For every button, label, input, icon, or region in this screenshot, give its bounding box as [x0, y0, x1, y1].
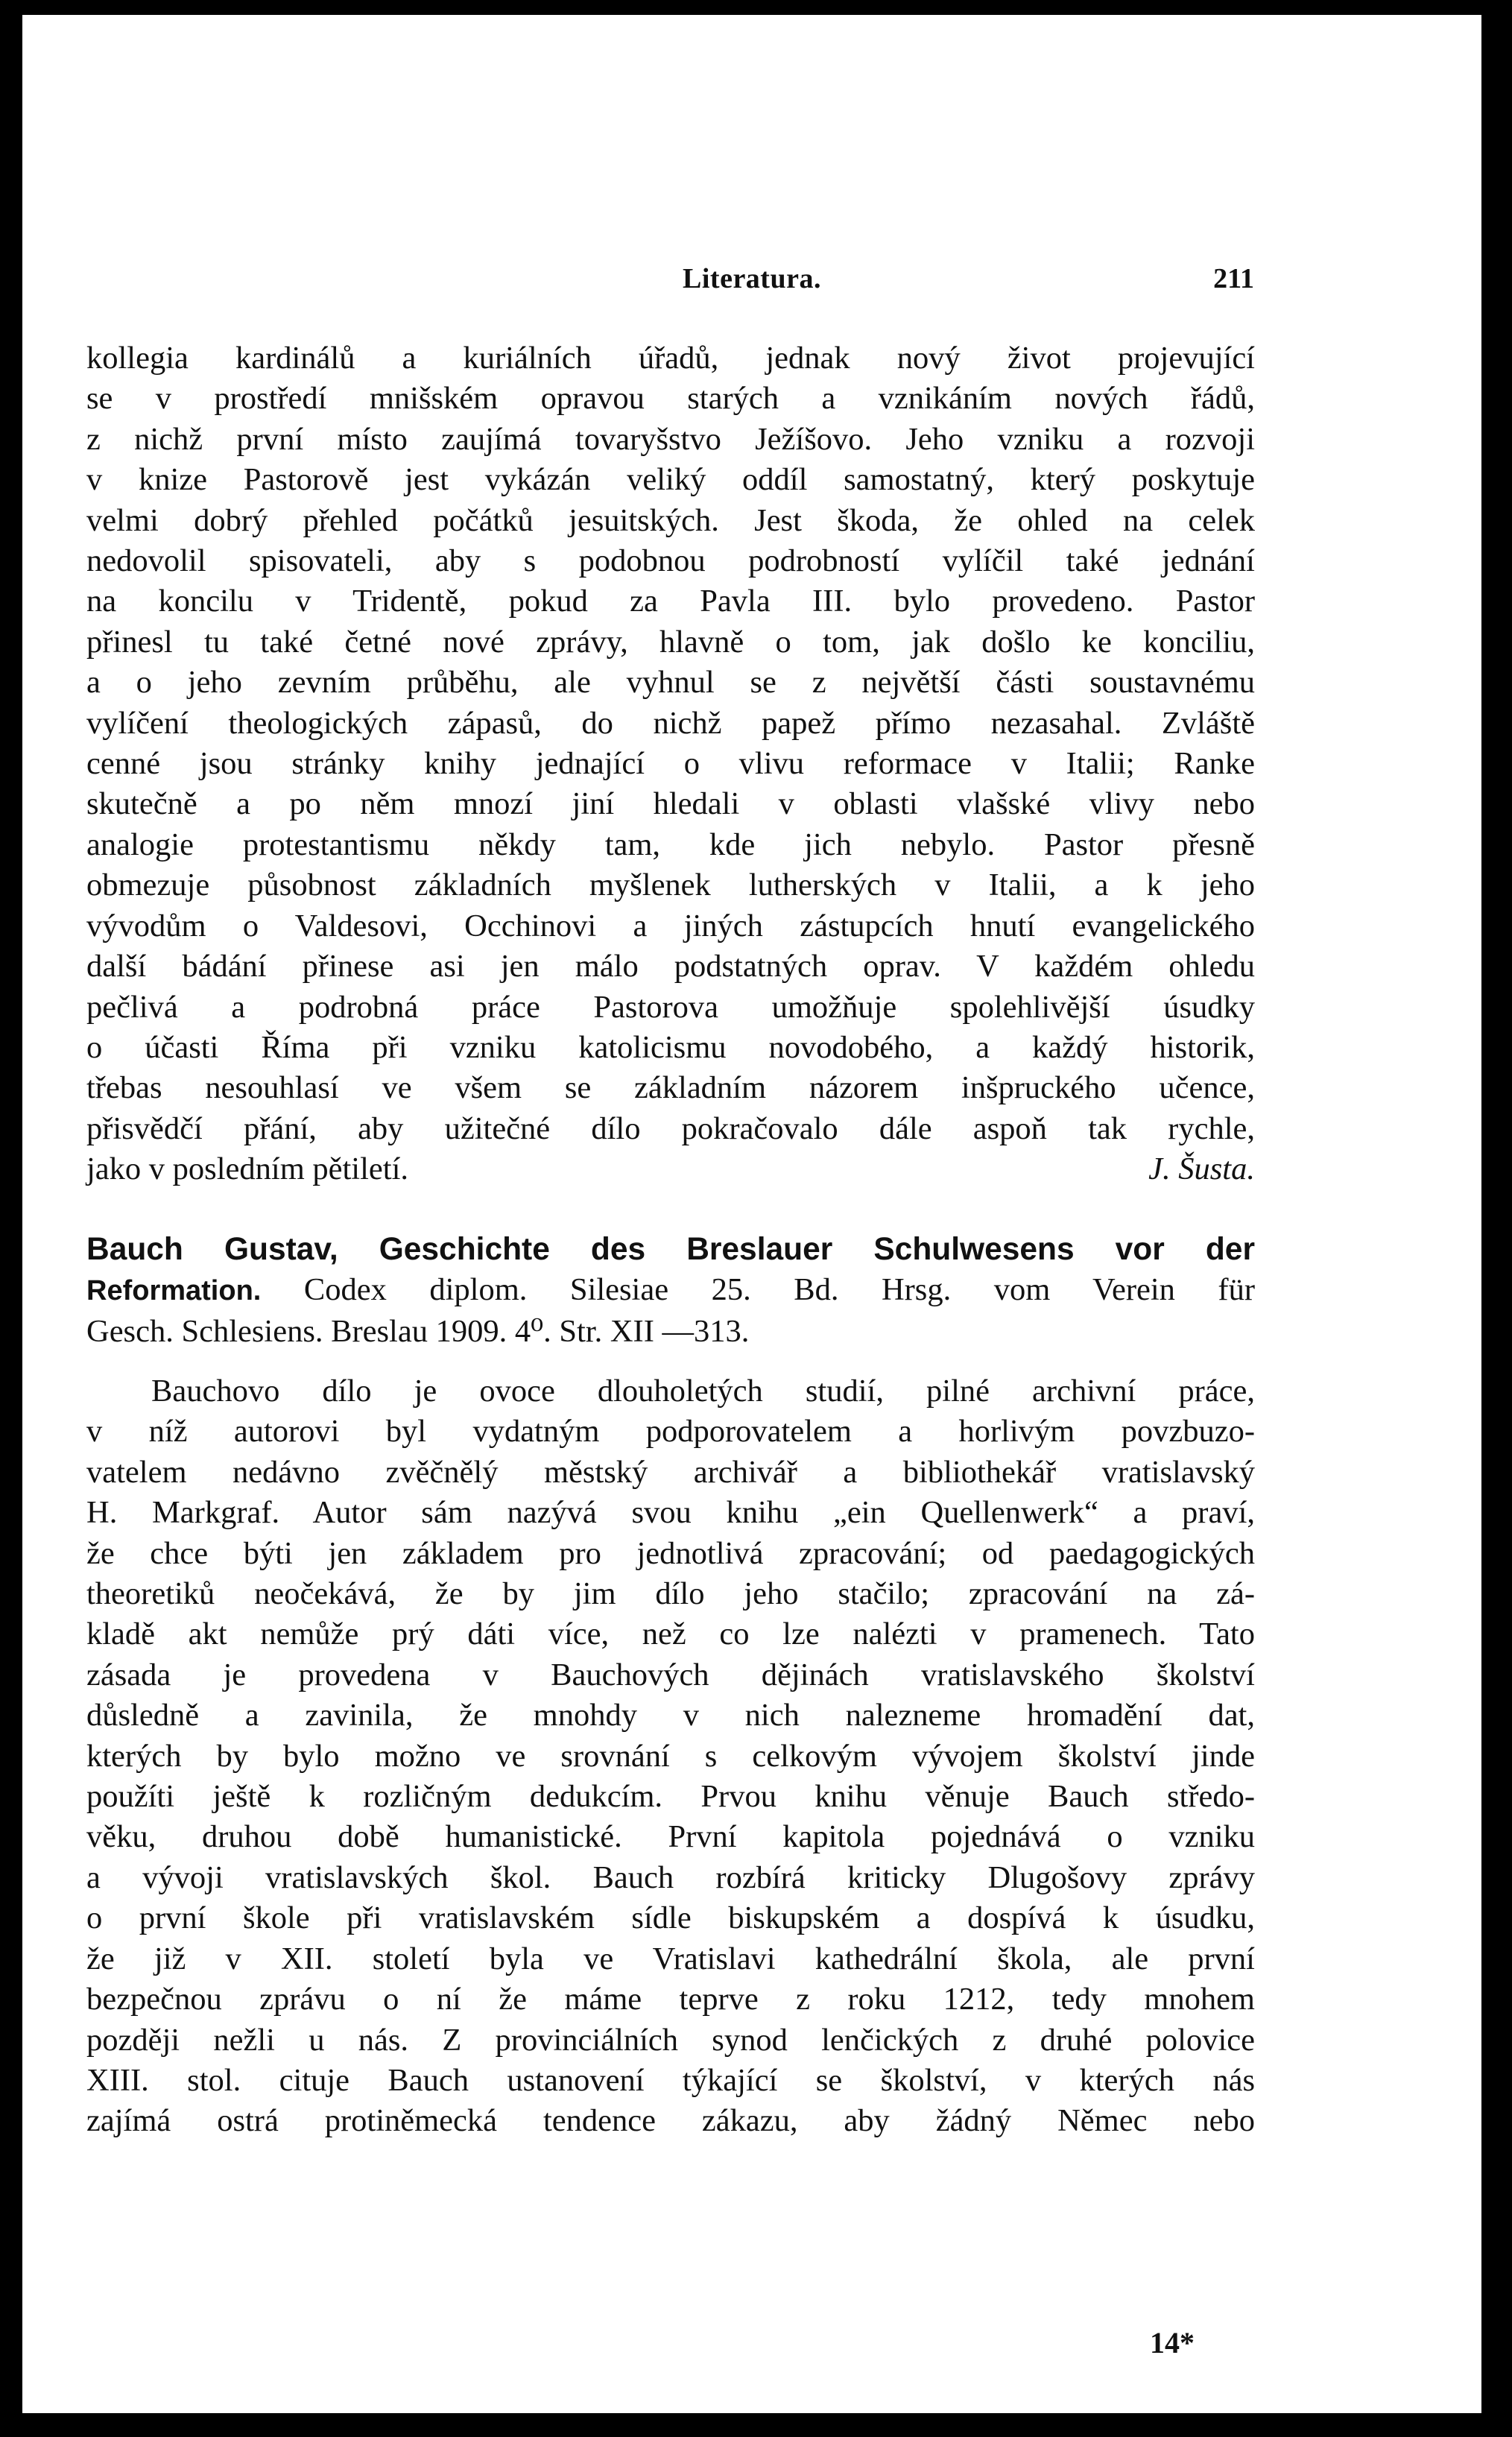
reviewer-signature: J. Šusta.	[1148, 1151, 1255, 1187]
text-line: kladě akt nemůže prý dáti více, než co lze nalézti v pramenech. Tato	[86, 1616, 1255, 1652]
text-line: velmi dobrý přehled počátků jesuitských. Jest škoda, že ohled na celek	[86, 502, 1255, 538]
text-line: použíti ještě k rozličným dedukcím. Prvou knihu věnuje Bauch středo-	[86, 1779, 1255, 1815]
text-line: z nichž první místo zaujímá tovaryšstvo Ježíšovo. Jeho vzniku a rozvoji	[86, 421, 1255, 457]
text-line: zásada je provedena v Bauchových dějinách vratislavského školství	[86, 1657, 1255, 1692]
bib-line-1-rest: Codex diplom. Silesiae 25. Bd. Hrsg. vom Verein für	[261, 1272, 1255, 1308]
running-head	[22, 262, 1481, 300]
text-line: skutečně a po něm mnozí jiní hledali v oblasti vlašské vlivy nebo	[86, 786, 1255, 822]
text-line: vylíčení theologických zápasů, do nichž papež přímo nezasahal. Zvláště	[86, 705, 1255, 741]
text-line: v knize Pastorově jest vykázán veliký oddíl samostatný, který poskytuje	[86, 462, 1255, 498]
text-line: přinesl tu také četné nové zprávy, hlavně o tom, jak došlo ke konciliu,	[86, 624, 1255, 660]
text-line: další bádání přinese asi jen málo podstatných oprav. V každém ohledu	[86, 949, 1255, 984]
signature-line	[86, 1149, 1255, 1189]
text-line: zajímá ostrá protiněmecká tendence zákazu, aby žádný Němec nebo	[86, 2103, 1255, 2139]
bib-line-1	[86, 1270, 1255, 1311]
page-number: 211	[1213, 263, 1254, 294]
text-line: přisvědčí přání, aby užitečné dílo pokračovalo dále aspoň tak rychle,	[86, 1110, 1255, 1146]
text-line: XIII. stol. cituje Bauch ustanovení týkající se školství, v kterých nás	[86, 2062, 1255, 2098]
text-line: theoretiků neočekává, že by jim dílo jeho stačilo; zpracování na zá-	[86, 1576, 1255, 1612]
printer-signature-mark: 14*	[1150, 2326, 1195, 2359]
final-line: jako v posledním pětiletí.	[86, 1151, 409, 1187]
text-line: o první škole při vratislavském sídle biskupském a dospívá k úsudku,	[86, 1900, 1255, 1936]
text-line: se v prostředí mnišském opravou starých a vznikáním nových řádů,	[86, 381, 1255, 417]
review-body	[86, 1371, 1255, 2142]
bib-title-end: Reformation.	[86, 1275, 262, 1307]
text-line: H. Markgraf. Autor sám nazývá svou knihu „ein Quellenwerk“ a praví,	[86, 1495, 1255, 1531]
text-line: na koncilu v Tridentě, pokud za Pavla III. bylo provedeno. Pastor	[86, 584, 1255, 619]
bib-line-2: Gesch. Schlesiens. Breslau 1909. 4⁰. Str. XII —313.	[86, 1313, 750, 1349]
text-line: že již v XII. století byla ve Vratislavi kathedrální škola, ale první	[86, 1941, 1255, 1976]
running-title: Literatura.	[683, 263, 821, 294]
book-page	[22, 15, 1481, 2413]
review-paragraph	[86, 338, 1255, 1149]
text-line: a vývoji vratislavských škol. Bauch rozbírá kriticky Dlugošovy zprávy	[86, 1859, 1255, 1895]
text-line: věku, druhou době humanistické. První kapitola pojednává o vzniku	[86, 1819, 1255, 1855]
text-line: a o jeho zevním průběhu, ale vyhnul se z největší části soustavnému	[86, 665, 1255, 701]
text-line: že chce býti jen základem pro jednotlivá zpracování; od paedagogických	[86, 1535, 1255, 1571]
text-line: důsledně a zavinila, že mnohdy v nich nalezneme hromadění dat,	[86, 1698, 1255, 1733]
text-line: pečlivá a podrobná práce Pastorova umožňuje spolehlivější úsudky	[86, 989, 1255, 1025]
text-line: v níž autorovi byl vydatným podporovatelem a horlivým povzbuzo-	[86, 1414, 1255, 1450]
text-line: analogie protestantismu někdy tam, kde jich nebylo. Pastor přesně	[86, 826, 1255, 862]
text-line: třebas nesouhlasí ve všem se základním názorem inšpruckého učence,	[86, 1070, 1255, 1106]
text-line: cenné jsou stránky knihy jednající o vlivu reformace v Italii; Ranke	[86, 746, 1255, 782]
text-line: nedovolil spisovateli, aby s podobnou podrobností vylíčil také jednání	[86, 543, 1255, 579]
text-line: Bauchovo dílo je ovoce dlouholetých studií, pilné archivní práce,	[151, 1374, 1255, 1409]
text-line: bezpečnou zprávu o ní že máme teprve z roku 1212, tedy mnohem	[86, 1982, 1255, 2017]
text-line: později nežli u nás. Z provinciálních synod lenčických z druhé polovice	[86, 2022, 1255, 2058]
bib-title-line: Bauch Gustav, Geschichte des Breslauer Schulwesens vor der	[86, 1232, 1255, 1267]
text-line: kollegia kardinálů a kuriálních úřadů, jednak nový život projevující	[86, 341, 1255, 376]
text-line: vývodům o Valdesovi, Occhinovi a jiných zástupcích hnutí evangelického	[86, 908, 1255, 943]
text-line: o účasti Říma při vzniku katolicismu novodobého, a každý historik,	[86, 1029, 1255, 1065]
bibliographic-entry	[86, 1230, 1255, 1352]
text-line: vatelem nedávno zvěčnělý městský archivář a bibliothekář vratislavský	[86, 1454, 1255, 1490]
review-paragraph	[86, 1371, 1255, 2142]
review-continuation	[86, 338, 1255, 1190]
text-line: kterých by bylo možno ve srovnání s celkovým vývojem školství jinde	[86, 1738, 1255, 1774]
text-line: obmezuje působnost základních myšlenek lutherských v Italii, a k jeho	[86, 867, 1255, 903]
